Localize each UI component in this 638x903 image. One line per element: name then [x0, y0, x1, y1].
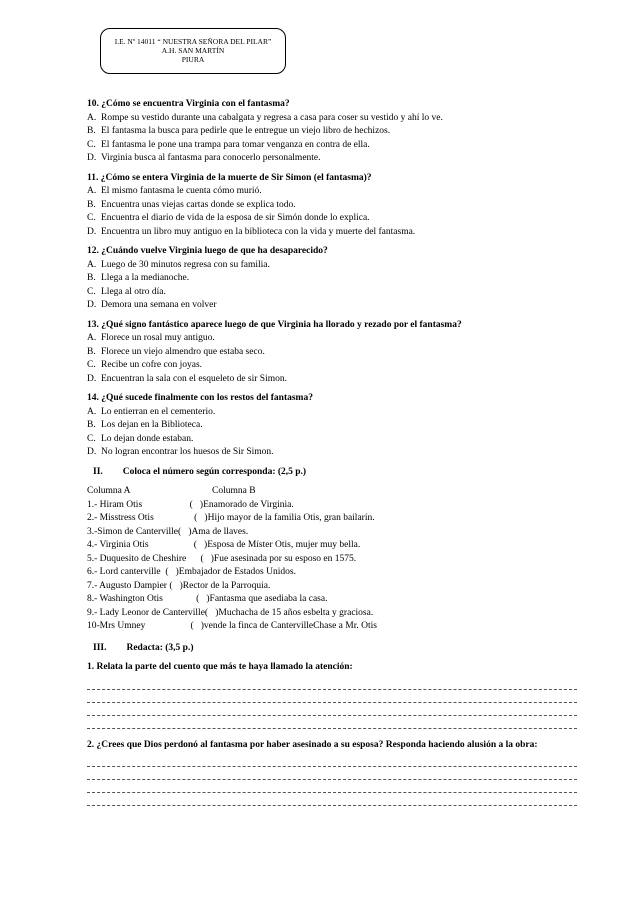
section-3-heading [93, 642, 565, 656]
exam-content [87, 98, 565, 816]
writing-question-2: 2. ¿Crees que Dios perdonó al fantasma por haber asesinado a su esposa? Responda haciendo alusión a la obra: [87, 739, 538, 750]
matching-row: 10-Mrs Umney ( )vende la finca de CantervilleChase a Mr. Otis [87, 621, 377, 631]
option: B. Llega a la medianoche. [87, 273, 190, 283]
question-title: 10. ¿Cómo se encuentra Virginia con el fantasma? [87, 99, 290, 109]
matching-row: 8.- Washington Otis ( )Fantasma que asediaba la casa. [87, 594, 328, 604]
question-10 [87, 98, 565, 166]
matching-row: 1.- Hiram Otis ( )Enamorado de Virginia. [87, 499, 294, 510]
column-a-label: Columna A [87, 486, 131, 496]
question-11 [87, 172, 565, 240]
option: A. El mismo fantasma le cuenta cómo murió. [87, 186, 262, 196]
matching-row: 3.-Simon de Canterville( )Ama de llaves. [87, 526, 249, 537]
question-title: 12. ¿Cuándo vuelve Virginia luego de que ha desaparecido? [87, 246, 328, 256]
option: C. Encuentra el diario de vida de la esposa de sir Simón donde lo explica. [87, 213, 370, 223]
writing-question-1: 1. Relata la parte del cuento que más te haya llamado la atención: [87, 662, 353, 672]
option: D. Encuentran la sala con el esqueleto de sir Simon. [87, 373, 287, 384]
matching-row: 2.- Misstress Otis ( )Hijo mayor de la familia Otis, gran bailarín. [87, 513, 375, 523]
section-2-heading [93, 466, 565, 480]
answer-line [87, 767, 577, 780]
question-title: 13. ¿Qué signo fantástico aparece luego de que Virginia ha llorado y rezado por el fantasma? [87, 319, 462, 330]
option: C. Llega al otro día. [87, 286, 166, 297]
question-title: 14. ¿Qué sucede finalmente con los restos del fantasma? [87, 393, 313, 403]
matching-row: 7.- Augusto Dampier ( )Rector de la Parroquia. [87, 580, 271, 591]
question-title: 11. ¿Cómo se entera Virginia de la muerte de Sir Simon (el fantasma)? [87, 172, 372, 183]
matching-row: 6.- Lord canterville ( )Embajador de Estados Unidos. [87, 567, 296, 577]
section-title: Redacta: (3,5 p.) [126, 642, 194, 653]
matching-row: 4.- Virginia Otis ( )Esposa de Míster Otis, mujer muy bella. [87, 540, 361, 550]
option: A. Lo entierran en el cementerio. [87, 406, 216, 417]
answer-line [87, 690, 577, 703]
question-13 [87, 319, 565, 387]
matching-row: 5.- Duquesito de Cheshire ( )Fue asesinada por su esposo en 1575. [87, 553, 357, 564]
option: D. Demora una semana en volver [87, 300, 217, 310]
option: B. Florece un viejo almendro que estaba seco. [87, 346, 265, 357]
option: D. Virginia busca al fantasma para conocerlo personalmente. [87, 153, 321, 163]
school-district: A.H. SAN MARTÍN [161, 46, 225, 55]
matching-list [87, 499, 565, 634]
option: B. Encuentra unas viejas cartas donde se explica todo. [87, 199, 296, 210]
section-number: II. [93, 466, 103, 477]
section-number: III. [93, 642, 107, 653]
school-name: I.E. Nº 14011 “ NUESTRA SEÑORA DEL PILAR” [114, 37, 272, 46]
option: B. Los dejan en la Biblioteca. [87, 420, 203, 430]
school-city: PIURA [181, 55, 205, 64]
matching-row: 9.- Lady Leonor de Canterville( )Muchacha de 15 años esbelta y graciosa. [87, 607, 374, 618]
option: A. Luego de 30 minutos regresa con su familia. [87, 259, 270, 270]
option: C. Lo dejan donde estaban. [87, 433, 194, 444]
matching-column-headers [87, 485, 565, 499]
answer-lines-2[interactable] [87, 754, 565, 806]
answer-line [87, 716, 577, 729]
school-header-box [100, 28, 286, 74]
answer-line [87, 703, 577, 716]
section-title: Coloca el número según corresponda: (2,5 p.) [122, 466, 307, 477]
column-b-label: Columna B [212, 486, 256, 496]
option: A. Florece un rosal muy antiguo. [87, 333, 215, 343]
answer-line [87, 780, 577, 793]
option: A. Rompe su vestido durante una cabalgata y regresa a casa para coser su vestido y ahí lo ve. [87, 112, 443, 123]
answer-line [87, 754, 577, 767]
answer-lines-1[interactable] [87, 677, 565, 729]
option: C. Recibe un cofre con joyas. [87, 360, 203, 370]
question-12 [87, 245, 565, 313]
option: C. El fantasma le pone una trampa para tomar venganza en contra de ella. [87, 139, 370, 150]
answer-line [87, 677, 577, 690]
option: B. El fantasma la busca para pedirle que le entregue un viejo libro de hechizos. [87, 126, 391, 136]
option: D. Encuentra un libro muy antiguo en la biblioteca con la vida y muerte del fantasma. [87, 226, 416, 237]
option: D. No logran encontrar los huesos de Sir Simon. [87, 447, 274, 457]
answer-line [87, 793, 577, 806]
question-14 [87, 392, 565, 460]
